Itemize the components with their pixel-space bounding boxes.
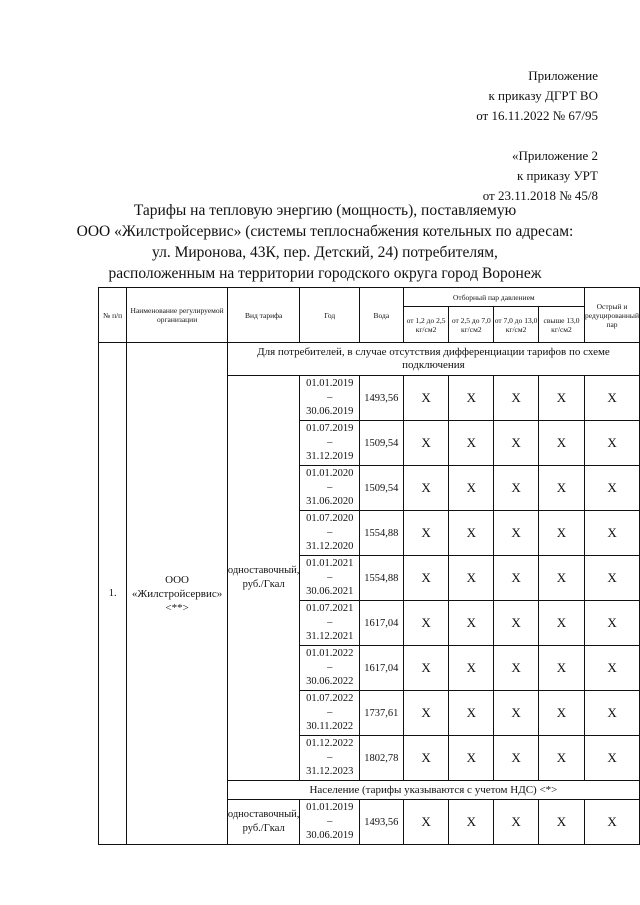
not-applicable-mark: X	[449, 421, 494, 466]
not-applicable-mark: X	[538, 736, 584, 781]
water-tariff-value: 1802,78	[359, 736, 403, 781]
period-line: –	[327, 527, 333, 538]
row-number: 1.	[99, 343, 127, 845]
period-cell	[300, 421, 360, 466]
period-line: 01.07.2022	[306, 693, 354, 704]
period-line: 01.12.2022	[306, 738, 354, 749]
not-applicable-mark: X	[449, 556, 494, 601]
not-applicable-mark: X	[494, 556, 539, 601]
title-line: ООО «Жилстройсервис» (системы теплоснабжения котельных по адресам:	[76, 223, 574, 240]
not-applicable-mark: X	[449, 376, 494, 421]
not-applicable-mark: X	[403, 691, 449, 736]
not-applicable-mark: X	[494, 800, 539, 845]
not-applicable-mark: X	[538, 691, 584, 736]
not-applicable-mark: X	[494, 736, 539, 781]
period-line: 31.12.2023	[306, 766, 354, 777]
period-line: 30.06.2019	[306, 406, 354, 417]
not-applicable-mark: X	[449, 691, 494, 736]
title-line: Тарифы на тепловую энергию (мощность), поставляемую	[133, 202, 517, 219]
period-cell	[300, 376, 360, 421]
header-year: Год	[300, 288, 360, 343]
period-line: –	[327, 392, 333, 403]
period-line: 01.01.2019	[306, 802, 354, 813]
header-line: к приказу ДГРТ ВО	[488, 88, 598, 103]
not-applicable-mark: X	[494, 466, 539, 511]
water-tariff-value: 1493,56	[359, 800, 403, 845]
period-cell	[300, 466, 360, 511]
appendix-header-current	[476, 66, 598, 126]
header-line: Приложение	[528, 68, 598, 83]
header-num: № п/п	[99, 288, 127, 343]
not-applicable-mark: X	[403, 646, 449, 691]
period-cell	[300, 736, 360, 781]
not-applicable-mark: X	[585, 376, 640, 421]
period-line: 01.01.2020	[306, 468, 354, 479]
period-cell	[300, 511, 360, 556]
period-line: 31.12.2020	[306, 541, 354, 552]
tariff-type: одноставочный, руб./Гкал	[227, 376, 300, 781]
header-line: от 23.11.2018 № 45/8	[482, 188, 598, 203]
period-cell	[300, 800, 360, 845]
header-org: Наименование регулируемой организации	[127, 288, 228, 343]
organization-name: ООО «Жилстройсервис» <**>	[127, 343, 228, 845]
period-line: 30.11.2022	[306, 721, 354, 732]
water-tariff-value: 1617,04	[359, 646, 403, 691]
water-tariff-value: 1554,88	[359, 556, 403, 601]
not-applicable-mark: X	[403, 511, 449, 556]
period-line: 31.06.2020	[306, 496, 354, 507]
not-applicable-mark: X	[585, 466, 640, 511]
not-applicable-mark: X	[449, 736, 494, 781]
period-line: –	[327, 662, 333, 673]
water-tariff-value: 1493,56	[359, 376, 403, 421]
period-line: 01.01.2022	[306, 648, 354, 659]
group-title-all-consumers: Для потребителей, в случае отсутствия дифференциации тарифов по схеме подключения	[227, 343, 639, 376]
not-applicable-mark: X	[585, 556, 640, 601]
not-applicable-mark: X	[538, 646, 584, 691]
not-applicable-mark: X	[494, 691, 539, 736]
period-line: 01.01.2019	[306, 378, 354, 389]
not-applicable-mark: X	[449, 601, 494, 646]
period-line: 30.06.2021	[306, 586, 354, 597]
period-line: –	[327, 482, 333, 493]
not-applicable-mark: X	[449, 511, 494, 556]
group-title-population: Население (тарифы указываются с учетом НДС) <*>	[227, 781, 639, 800]
not-applicable-mark: X	[538, 466, 584, 511]
header-sharp-steam: Острый и редуцированный пар	[585, 288, 640, 343]
not-applicable-mark: X	[538, 556, 584, 601]
period-line: 30.06.2019	[306, 830, 354, 841]
header-pressure-p3: от 7,0 до 13,0 кг/см2	[494, 307, 539, 343]
not-applicable-mark: X	[494, 376, 539, 421]
not-applicable-mark: X	[403, 376, 449, 421]
water-tariff-value: 1737,61	[359, 691, 403, 736]
not-applicable-mark: X	[449, 646, 494, 691]
not-applicable-mark: X	[449, 466, 494, 511]
period-line: –	[327, 437, 333, 448]
not-applicable-mark: X	[538, 800, 584, 845]
period-cell	[300, 601, 360, 646]
period-cell	[300, 691, 360, 736]
document-title	[60, 200, 590, 284]
not-applicable-mark: X	[538, 376, 584, 421]
header-line: «Приложение 2	[511, 148, 598, 163]
water-tariff-value: 1509,54	[359, 466, 403, 511]
not-applicable-mark: X	[494, 421, 539, 466]
not-applicable-mark: X	[585, 511, 640, 556]
not-applicable-mark: X	[403, 736, 449, 781]
header-pressure-p4: свыше 13,0 кг/см2	[538, 307, 584, 343]
group-row	[99, 343, 640, 376]
not-applicable-mark: X	[403, 800, 449, 845]
header-water: Вода	[359, 288, 403, 343]
period-cell	[300, 646, 360, 691]
not-applicable-mark: X	[538, 601, 584, 646]
not-applicable-mark: X	[449, 800, 494, 845]
period-line: 01.07.2021	[306, 603, 354, 614]
not-applicable-mark: X	[538, 511, 584, 556]
not-applicable-mark: X	[585, 421, 640, 466]
header-row	[99, 288, 640, 307]
not-applicable-mark: X	[403, 601, 449, 646]
period-line: 01.01.2021	[306, 558, 354, 569]
period-cell	[300, 556, 360, 601]
period-line: 31.12.2021	[306, 631, 354, 642]
title-line: расположенным на территории городского округа город Воронеж	[108, 265, 542, 282]
period-line: 31.12.2019	[306, 451, 354, 462]
not-applicable-mark: X	[585, 646, 640, 691]
period-line: –	[327, 816, 333, 827]
not-applicable-mark: X	[494, 511, 539, 556]
tariff-table	[98, 287, 640, 845]
water-tariff-value: 1554,88	[359, 511, 403, 556]
period-line: –	[327, 752, 333, 763]
period-line: –	[327, 617, 333, 628]
period-line: 01.07.2019	[306, 423, 354, 434]
header-line: к приказу УРТ	[516, 168, 598, 183]
title-line: ул. Миронова, 43К, пер. Детский, 24) потребителям,	[152, 244, 498, 261]
not-applicable-mark: X	[585, 601, 640, 646]
water-tariff-value: 1617,04	[359, 601, 403, 646]
header-steam-group: Отборный пар давлением	[403, 288, 584, 307]
not-applicable-mark: X	[403, 556, 449, 601]
tariff-type: одноставочный, руб./Гкал	[227, 800, 300, 845]
not-applicable-mark: X	[585, 736, 640, 781]
not-applicable-mark: X	[585, 800, 640, 845]
water-tariff-value: 1509,54	[359, 421, 403, 466]
header-tariff: Вид тарифа	[227, 288, 300, 343]
header-pressure-p1: от 1,2 до 2,5 кг/см2	[403, 307, 449, 343]
not-applicable-mark: X	[494, 646, 539, 691]
appendix-header-previous	[483, 146, 598, 206]
not-applicable-mark: X	[585, 691, 640, 736]
not-applicable-mark: X	[403, 421, 449, 466]
not-applicable-mark: X	[403, 466, 449, 511]
period-line: 30.06.2022	[306, 676, 354, 687]
not-applicable-mark: X	[494, 601, 539, 646]
header-pressure-p2: от 2,5 до 7,0 кг/см2	[449, 307, 494, 343]
not-applicable-mark: X	[538, 421, 584, 466]
header-line: от 16.11.2022 № 67/95	[476, 108, 598, 123]
period-line: 01.07.2020	[306, 513, 354, 524]
period-line: –	[327, 572, 333, 583]
period-line: –	[327, 707, 333, 718]
